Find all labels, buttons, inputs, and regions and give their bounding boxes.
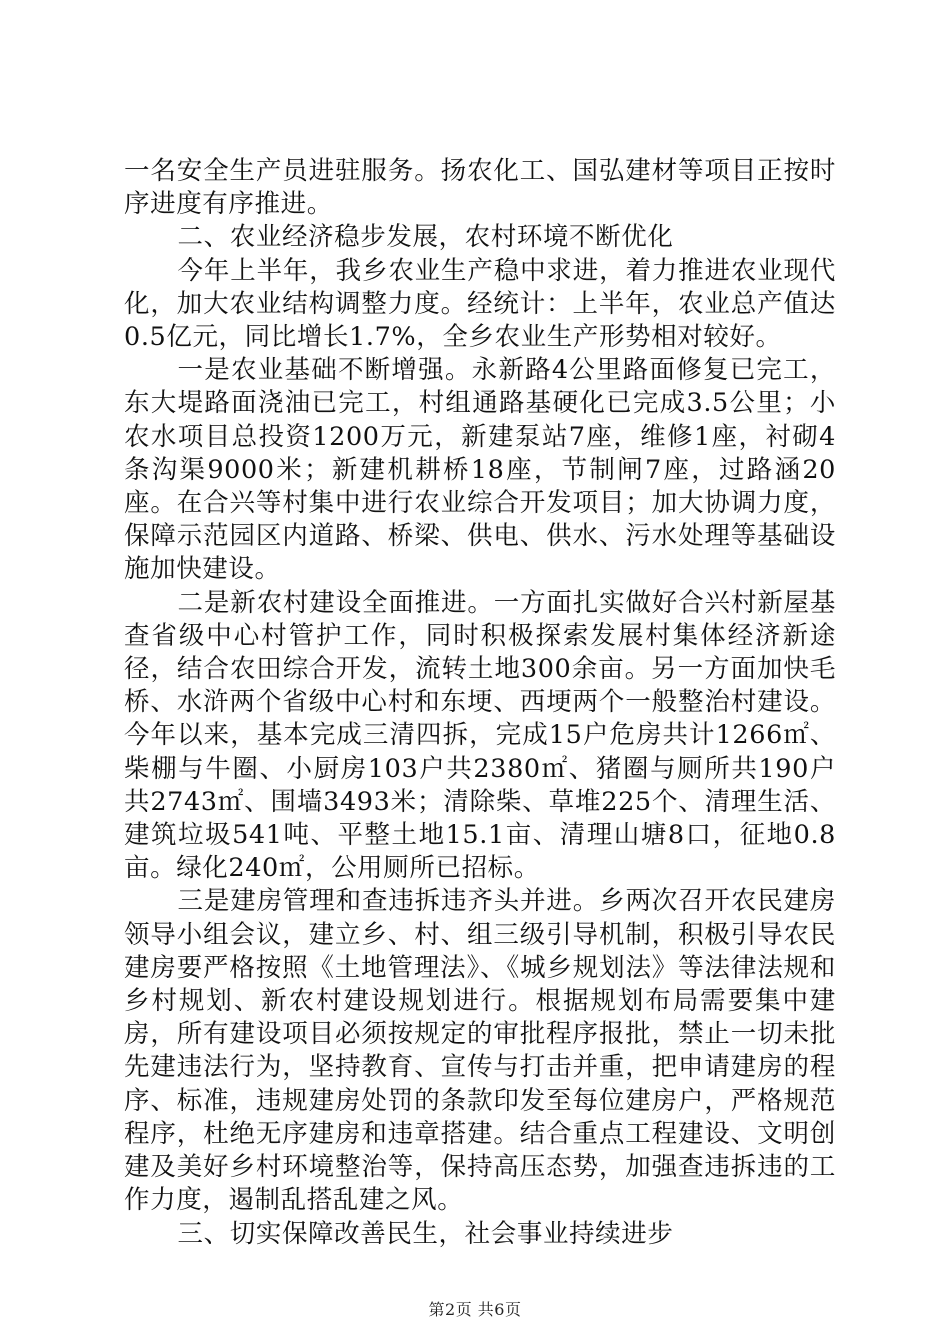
paragraph-housing-management: 三是建房管理和查违拆违齐头并进。乡两次召开农民建房领导小组会议，建立乡、村、组三级引导机制，积极引导农民建房要严格按照《土地管理法》、《城乡规划法》等法律法规和乡村规划、新农村建设规划进行。根据规划布局需要集中建房，所有建设项目必须按规定的审批程序报批，禁止一切未批先建违法行为，坚持教育、宣传与打击并重，把申请建房的程序、标准，违规建房处罚的条款印发至每位建房户，严格规范程序，杜绝无序建房和违章搭建。结合重点工程建设、文明创建及美好乡村环境整治等，保持高压态势，加强查违拆违的工作力度，遏制乱搭乱建之风。 xyxy=(124,886,836,1216)
paragraph-continuation: 一名安全生产员进驻服务。扬农化工、国弘建材等项目正按时序进度有序推进。 xyxy=(124,156,836,220)
section-heading-agriculture: 二、农业经济稳步发展，农村环境不断优化 xyxy=(177,222,674,253)
paragraph-new-rural-construction: 二是新农村建设全面推进。一方面扎实做好合兴村新屋基查省级中心村管护工作，同时积极探索发展村集体经济新途径，结合农田综合开发，流转土地300余亩。另一方面加快毛桥、水浒两个省级中心村和东埂、西埂两个一般整治村建设。今年以来，基本完成三清四拆，完成15户危房共计1266㎡、柴棚与牛圈、小厨房103户共2380㎡、猪圈与厕所共190户共2743㎡、围墙3493米；清除柴、草堆225个、清理生活、建筑垃圾541吨、平整土地15.1亩、清理山塘8口，征地0.8亩。绿化240㎡，公用厕所已招标。 xyxy=(124,587,836,884)
page-number-footer: 第2页 共6页 xyxy=(428,1300,522,1319)
paragraph-agricultural-infrastructure: 一是农业基础不断增强。永新路4公里路面修复已完工，东大堤路面浇油已完工，村组通路基硬化已完成3.5公里；小农水项目总投资1200万元，新建泵站7座，维修1座，衬砌4条沟渠9000米；新建机耕桥18座，节制闸7座，过路涵20座。在合兴等村集中进行农业综合开发项目；加大协调力度，保障示范园区内道路、桥梁、供电、供水、污水处理等基础设施加快建设。 xyxy=(124,355,836,585)
section-heading-livelihood: 三、切实保障改善民生，社会事业持续进步 xyxy=(177,1218,674,1249)
paragraph-agriculture-overview: 今年上半年，我乡农业生产稳中求进，着力推进农业现代化，加大农业结构调整力度。经统计：上半年，农业总产值达0.5亿元，同比增长1.7%，全乡农业生产形势相对较好。 xyxy=(124,255,836,353)
document-body xyxy=(124,155,836,1251)
